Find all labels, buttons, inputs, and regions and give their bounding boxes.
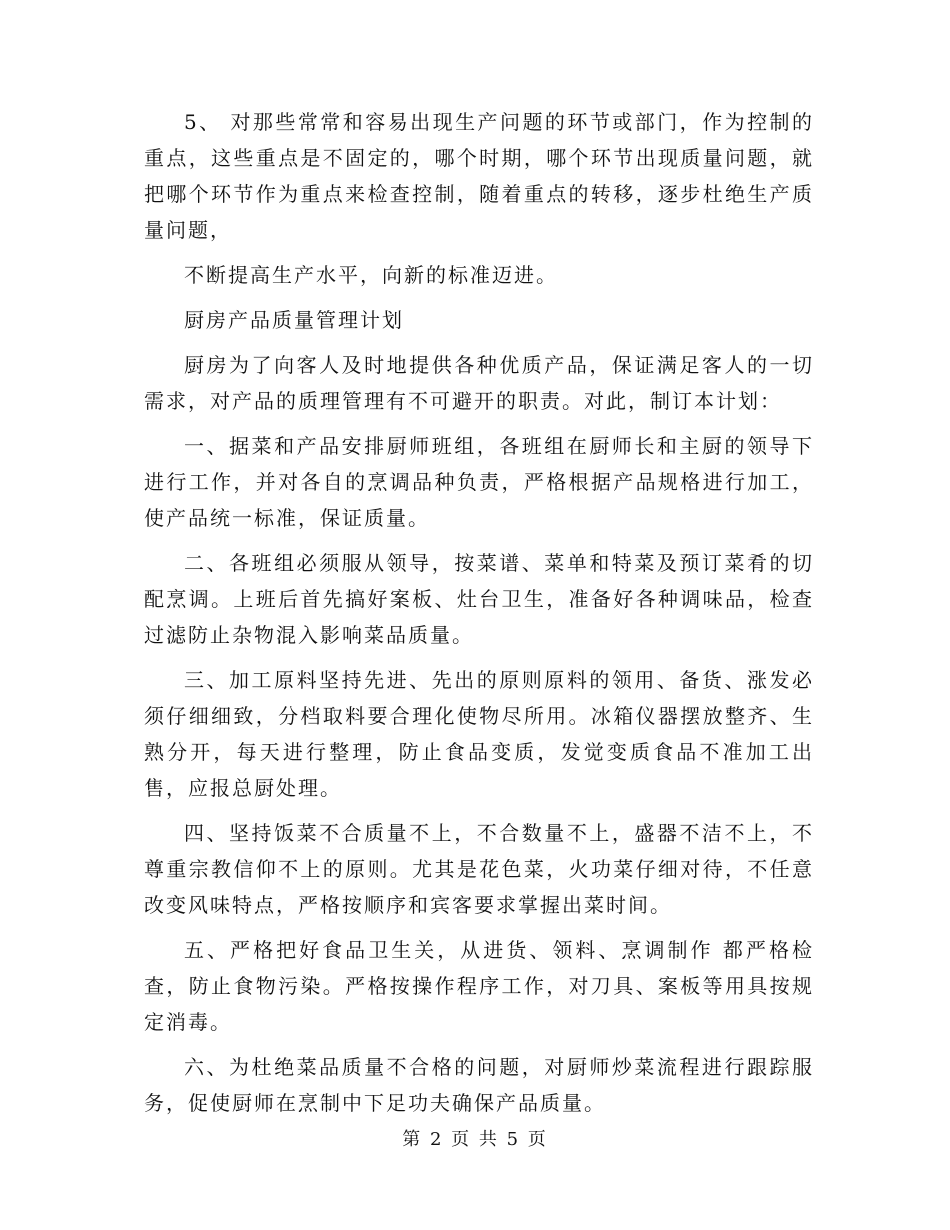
paragraph-six: 六、为杜绝菜品质量不合格的问题，对厨师炒菜流程进行跟踪服务，促使厨师在烹制中下足功夫确保产品质量。 (144, 1055, 814, 1115)
paragraph-one: 一、据菜和产品安排厨师班组，各班组在厨师长和主厨的领导下进行工作，并对各自的烹调品种负责，严格根据产品规格进行加工，使产品统一标准，保证质量。 (144, 434, 814, 530)
paragraph-four: 四、坚持饭菜不合质量不上，不合数量不上，盛器不洁不上，不尊重宗教信仰不上的原则。尤其是花色菜，火功菜仔细对待，不任意改变风味特点，严格按顺序和宾客要求掌握出菜时间。 (144, 821, 814, 917)
page-footer (0, 1125, 950, 1151)
paragraph-five: 五、严格把好食品卫生关，从进货、领料、烹调制作 都严格检查，防止食物污染。严格按操作程序工作，对刀具、案板等用具按规定消毒。 (144, 938, 814, 1034)
page-number: 第 2 页 共 5 页 (402, 1129, 548, 1150)
paragraph-item-5: 5、 对那些常常和容易出现生产问题的环节或部门，作为控制的重点，这些重点是不固定的，哪个时期，哪个环节出现质量问题，就把哪个环节作为重点来检查控制，随着重点的转移，逐步杜绝生产质量问题， (144, 110, 814, 242)
section-heading: 厨房产品质量管理计划 (184, 308, 404, 332)
paragraph-continuation: 不断提高生产水平，向新的标准迈进。 (184, 263, 558, 287)
document-body (144, 104, 814, 1130)
paragraph-three: 三、加工原料坚持先进、先出的原则原料的领用、备货、涨发必须仔细细致，分档取料要合理化使物尽所用。冰箱仪器摆放整齐、生熟分开，每天进行整理，防止食品变质，发觉变质食品不准加工出售，应报总厨处理。 (144, 668, 814, 800)
paragraph-two: 二、各班组必须服从领导，按菜谱、菜单和特菜及预订菜肴的切配烹调。上班后首先搞好案板、灶台卫生，准备好各种调味品，检查过滤防止杂物混入影响菜品质量。 (144, 551, 814, 647)
paragraph-intro: 厨房为了向客人及时地提供各种优质产品，保证满足客人的一切需求，对产品的质理管理有不可避开的职责。对此，制订本计划： (144, 353, 814, 413)
